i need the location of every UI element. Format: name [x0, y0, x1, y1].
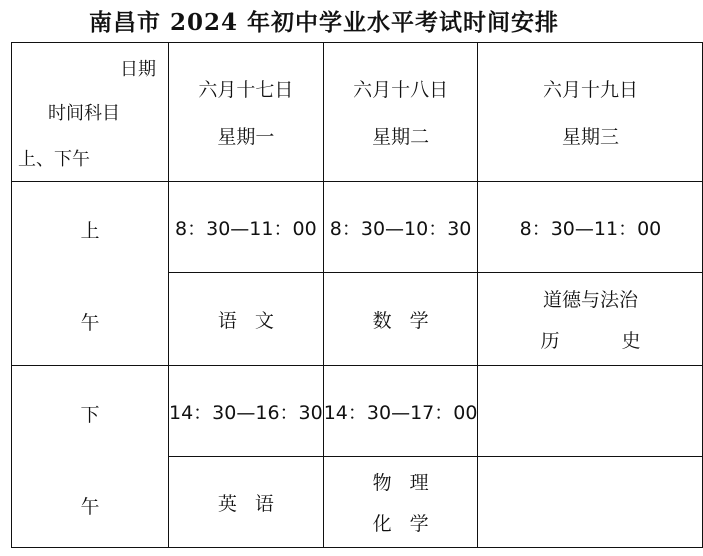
- morning-label-cell: [12, 182, 169, 366]
- morning-time-day3: 8：30—11：00: [478, 182, 703, 273]
- subject-name: 数学: [372, 309, 447, 332]
- corner-date-label: 日期: [120, 59, 156, 80]
- morning-time-day1: 8：30—11：00: [169, 182, 324, 273]
- morning-subject-day3: [478, 273, 703, 366]
- afternoon-time-day2: 14：30—17：00: [323, 366, 478, 457]
- corner-subject-label: 时间科目: [48, 103, 120, 124]
- morning-label-top: 上: [80, 220, 100, 242]
- date-header-day1: [169, 43, 324, 182]
- subject-name: 化学: [372, 513, 447, 535]
- afternoon-label-bottom: 午: [80, 496, 100, 518]
- subject-name: 道德与法治: [542, 289, 638, 311]
- page-title: 南昌市 2024 年初中学业水平考试时间安排: [88, 9, 560, 36]
- afternoon-subject-day2: [323, 457, 478, 548]
- subject-name: 物理: [372, 472, 447, 494]
- date-label: 六月十九日: [542, 79, 638, 101]
- weekday-label: 星期一: [217, 126, 275, 148]
- corner-half-label: 上、下午: [18, 149, 90, 170]
- afternoon-time-row: [12, 366, 703, 457]
- date-header-day3: [478, 43, 703, 182]
- subject-name: 历史: [540, 330, 703, 352]
- exam-schedule-table: [11, 42, 703, 548]
- afternoon-label-top: 下: [80, 404, 100, 426]
- morning-subject-day1: [169, 273, 324, 366]
- afternoon-time-day1: 14：30—16：30: [169, 366, 324, 457]
- subject-name: 语文: [217, 309, 292, 332]
- morning-label-bottom: 午: [80, 312, 100, 334]
- afternoon-time-day3: [478, 366, 703, 457]
- weekday-label: 星期三: [561, 126, 619, 148]
- afternoon-subject-day3: [478, 457, 703, 548]
- morning-time-row: [12, 182, 703, 273]
- afternoon-subject-day1: [169, 457, 324, 548]
- date-header-day2: [323, 43, 478, 182]
- date-label: 六月十七日: [198, 79, 294, 101]
- date-label: 六月十八日: [353, 79, 449, 101]
- subject-name: 英语: [217, 492, 292, 515]
- morning-subject-day2: [323, 273, 478, 366]
- morning-time-day2: 8：30—10：30: [323, 182, 478, 273]
- weekday-label: 星期二: [372, 126, 430, 148]
- header-row: [12, 43, 703, 182]
- corner-cell: [12, 43, 169, 182]
- afternoon-label-cell: [12, 366, 169, 548]
